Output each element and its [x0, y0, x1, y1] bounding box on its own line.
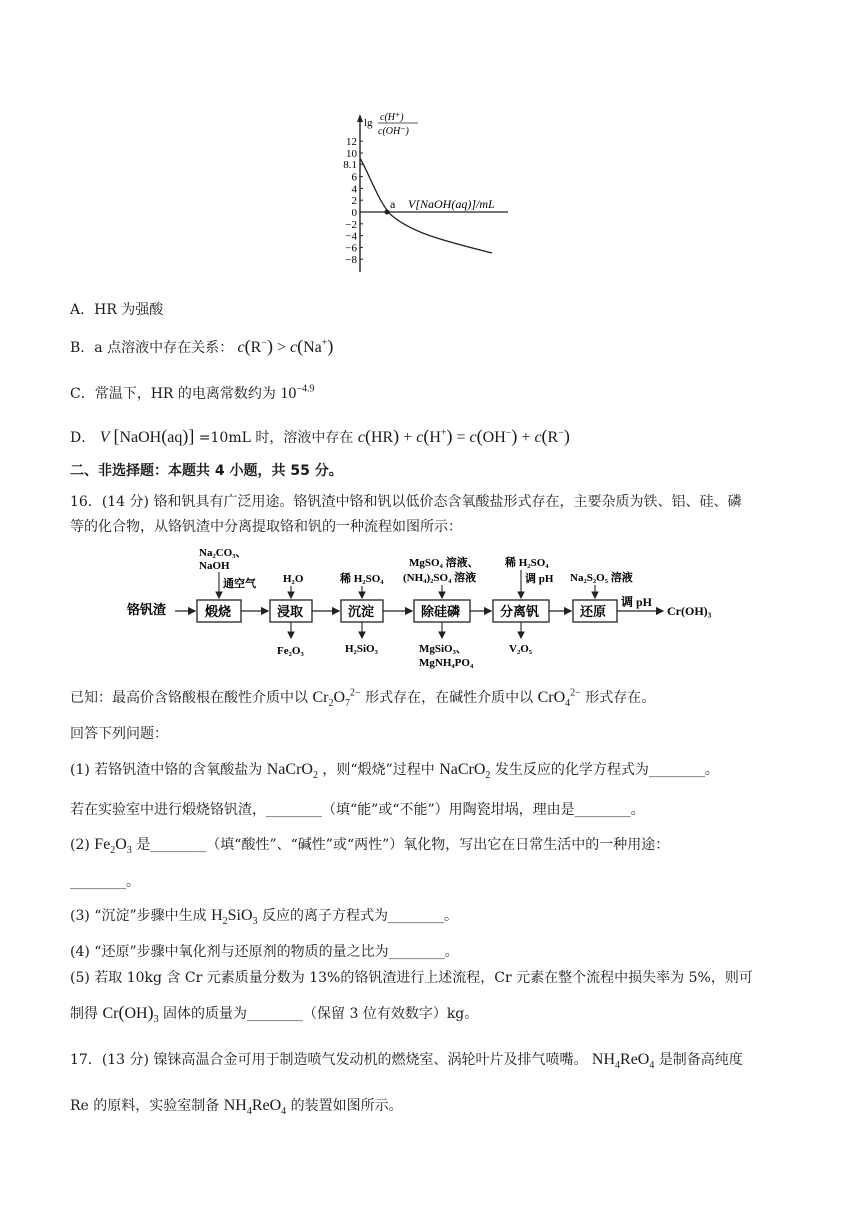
flow-step-remove-si-p: 除硅磷 — [421, 604, 461, 619]
option-b — [70, 336, 333, 358]
option-d-volume: V [NaOH(aq)] — [99, 426, 195, 446]
q16-part1-line2: 若在实验室中进行煅烧铬钒渣，________（填“能”或“不能”）用陶瓷坩埚，理由是________。 — [70, 802, 645, 818]
flow-step-calcine: 煅烧 — [205, 604, 232, 619]
fe2o3-formula: $Fe_2O_3$ — [94, 836, 132, 857]
flow-output-v2o5: V₂O₅ — [509, 643, 533, 655]
option-d-formula: c(HR) + c(H+) = c(OH−) + c(R−) — [357, 426, 570, 446]
y-tick-label: −2 — [345, 218, 357, 231]
p3-suffix: 反应的离子方程式为________。 — [261, 908, 458, 924]
flow-input-naoh: NaOH — [199, 560, 230, 572]
q16-part2-line1 — [70, 835, 669, 855]
p2-prefix: (2) — [70, 837, 90, 853]
nacro2-formula-2: NaCrO$_2$ — [439, 761, 491, 782]
option-b-prefix: B．a 点溶液中存在关系： — [70, 340, 234, 356]
y-tick-label: −4 — [345, 230, 357, 243]
option-a: A．HR 为强酸 — [70, 302, 164, 318]
h2sio3-formula: $H_2SiO_3$ — [211, 907, 258, 928]
flow-input-mgso4: MgSO₄ 溶液、 — [409, 557, 479, 569]
flow-product: Cr(OH)₃ — [667, 604, 712, 618]
q17-line1-suffix: 是制备高纯度 — [658, 1052, 743, 1068]
nh4reo4-formula-1: $NH_4ReO_4$ — [591, 1051, 655, 1072]
p5b-prefix: 制得 — [70, 1006, 98, 1022]
y-label-den: c(OH⁻) — [378, 126, 409, 137]
q16-intro-2: 等的化合物，从铬钒渣中分离提取铬和钒的一种流程如图所示： — [70, 519, 462, 535]
flow-step-reduce: 还原 — [580, 604, 607, 619]
y-tick-label: −8 — [345, 254, 357, 267]
option-c-value: $10^{-4.9}$ — [280, 383, 315, 402]
titration-graph — [330, 104, 530, 284]
q16-known — [70, 688, 655, 708]
known-suffix: 形式存在。 — [585, 690, 656, 706]
option-d — [70, 426, 570, 448]
option-c-prefix: C．常温下，HR 的电离常数约为 — [70, 386, 276, 402]
flow-input-na2co3: Na₂CO₃、 — [199, 547, 247, 559]
known-mid: 形式存在，在碱性介质中以 — [365, 690, 534, 706]
section-2-title: 二、非选择题：本题共 4 小题，共 55 分。 — [70, 463, 343, 479]
flow-input-ph: 调 pH — [525, 573, 554, 585]
flow-output-mgsio3: MgSiO₃、 — [419, 643, 467, 655]
q17-line2 — [70, 1096, 403, 1116]
p1a-suffix: 发生反应的化学方程式为________。 — [494, 762, 719, 778]
point-a — [385, 210, 390, 215]
p3-prefix: (3) “沉淀”步骤中生成 — [70, 908, 207, 924]
q16-part5-line1: (5) 若取 10kg 含 Cr 元素质量分数为 13%的铬钒渣进行上述流程，Cr 元素在整个流程中损失率为 5%，则可 — [70, 970, 753, 986]
p5b-suffix: 固体的质量为________（保留 3 位有效数字）kg。 — [163, 1006, 479, 1022]
point-a-label: a — [390, 197, 396, 211]
y-tick-label: 12 — [346, 136, 357, 149]
y-label-num: c(H⁺) — [380, 112, 404, 123]
flow-step-leach: 浸取 — [277, 604, 304, 619]
y-tick-label: 6 — [351, 171, 357, 184]
answer-prompt: 回答下列问题： — [70, 726, 168, 742]
flow-input-air: 通空气 — [223, 578, 256, 590]
flow-step-precipitate: 沉淀 — [348, 604, 375, 619]
croh3-formula: $Cr(OH)_3$ — [102, 1002, 159, 1026]
y-tick-label: 4 — [351, 183, 357, 196]
q17-line2-prefix: Re 的原料，实验室制备 — [70, 1098, 220, 1114]
x-axis-label: V[NaOH(aq)]/mL — [408, 197, 495, 211]
p2-suffix: 是________（填“酸性”、“碱性”或“两性”）氧化物，写出它在日常生活中的一种用途： — [136, 837, 670, 853]
flow-output-fe2o3: Fe₂O₃ — [277, 645, 304, 657]
flow-input-nh4so4: (NH₄)₂SO₄ 溶液 — [403, 572, 477, 584]
option-c — [70, 384, 315, 404]
q16-part5-line2 — [70, 1002, 478, 1024]
flow-input-water: H₂O — [283, 573, 304, 585]
q16-part1-line1 — [70, 760, 719, 780]
q17-line1-prefix: 17．(13 分) 镍铼高温合金可用于制造喷气发动机的燃烧室、涡轮叶片及排气喷嘴。 — [70, 1052, 588, 1068]
flow-output-mgnh4po4: MgNH₄PO₄ — [419, 657, 474, 669]
y-tick-label: 10 — [346, 148, 357, 160]
flow-output-h2sio3: H₂SiO₃ — [345, 643, 378, 655]
nacro2-formula-1: NaCrO$_2$ — [266, 761, 318, 782]
flow-input-h2so4-b: 稀 H₂SO₄ — [505, 557, 549, 569]
y-tick-label: 8.1 — [343, 159, 357, 172]
flow-input-na2s2o5: Na₂S₂O₅ 溶液 — [570, 572, 633, 584]
option-b-formula: c(R−) > c(Na+) — [237, 336, 334, 356]
option-d-prefix: D． — [70, 430, 96, 446]
known-prefix: 已知：最高价含铬酸根在酸性介质中以 — [70, 690, 308, 706]
q16-intro-1: 16．(14 分) 铬和钒具有广泛用途。铬钒渣中铬和钒以低价态含氧酸盐形式存在，主要杂质为铁、铝、硅、磷 — [70, 494, 742, 510]
y-axis-arrow — [357, 114, 363, 122]
option-d-mid: =10mL 时，溶液中存在 — [198, 430, 354, 446]
dichromate-formula: $Cr_2O_7^{2-}$ — [312, 687, 361, 710]
q16-part2-line2: ________。 — [70, 874, 140, 890]
p1a-prefix: (1) 若铬钒渣中铬的含氧酸盐为 — [70, 762, 263, 778]
q16-part4: (4) “还原”步骤中氧化剂与还原剂的物质的量之比为________。 — [70, 944, 459, 960]
q17-line1 — [70, 1050, 743, 1070]
chromate-formula: CrO$_4^{2-}$ — [537, 687, 581, 710]
flow-input-h2so4-a: 稀 H₂SO₄ — [340, 573, 384, 585]
nh4reo4-formula-2: $NH_4ReO_4$ — [223, 1097, 287, 1118]
y-tick-label: −6 — [345, 242, 357, 255]
y-tick-label: 0 — [351, 207, 357, 219]
flow-final-label: 调 pH — [621, 595, 653, 609]
flow-start: 铬钒渣 — [127, 602, 167, 617]
y-label-prefix: lg — [364, 117, 373, 129]
q16-part3 — [70, 906, 458, 926]
q17-line2-suffix: 的装置如图所示。 — [290, 1098, 403, 1114]
p1a-mid: ，则“煅烧”过程中 — [322, 762, 435, 778]
flow-diagram — [125, 542, 745, 672]
flow-step-separate-v: 分离钒 — [500, 604, 540, 619]
y-tick-label: 2 — [351, 195, 357, 208]
